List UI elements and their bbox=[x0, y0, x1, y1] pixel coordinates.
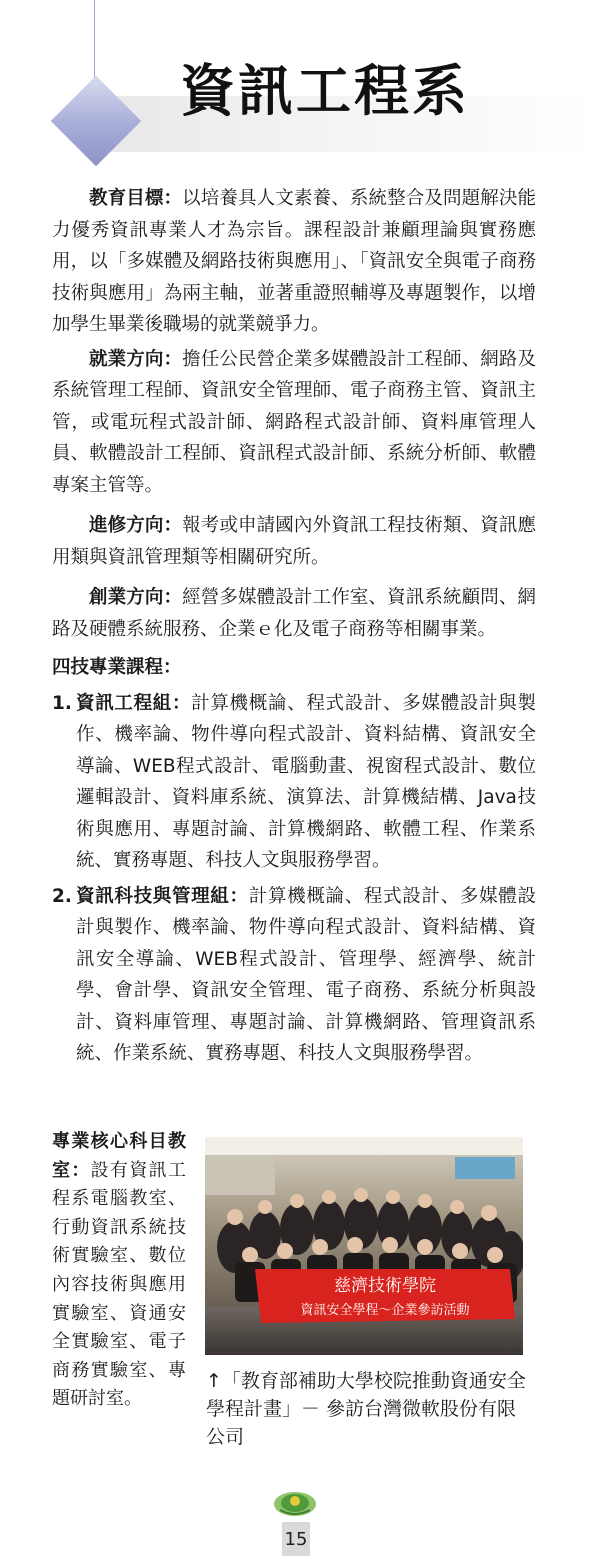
decorative-line bbox=[94, 0, 95, 78]
course-number: 2. bbox=[52, 885, 72, 907]
course-name: 資訊科技與管理組： bbox=[76, 885, 249, 907]
startup-heading: 創業方向： bbox=[89, 587, 183, 608]
page-number: 15 bbox=[282, 1522, 310, 1556]
labs-paragraph bbox=[52, 1128, 186, 1414]
photo-caption: ↑「教育部補助大學校院推動資通安全學程計畫」－ 參訪台灣微軟股份有限公司 bbox=[206, 1370, 526, 1448]
course-name: 資訊工程組： bbox=[76, 692, 192, 714]
page-title: 資訊工程系 bbox=[180, 58, 471, 123]
goal-paragraph bbox=[52, 183, 536, 341]
course-item-management bbox=[52, 881, 536, 1070]
banner-line-1: 慈濟技術學院 bbox=[334, 1276, 436, 1296]
main-content bbox=[52, 183, 536, 1070]
course-item-engineering bbox=[52, 688, 536, 877]
startup-text: 經營多媒體設計工作室、資訊系統顧問、網路及硬體系統服務、企業ｅ化及電子商務等相關事業。 bbox=[52, 587, 536, 640]
banner-line-2: 資訊安全學程～企業參訪活動 bbox=[300, 1303, 470, 1318]
career-paragraph bbox=[52, 344, 536, 502]
goal-text: 以培養具人文素養、系統整合及問題解決能力優秀資訊專業人才為宗旨。課程設計兼顧理論與實務應用，以「多媒體及網路技術與應用」、「資訊安全與電子商務技術與應用」為兩主軸，並著重證照輔導及專題製作，以增加學生畢業後職場的就業競爭力。 bbox=[52, 188, 536, 335]
group-photo bbox=[205, 1137, 523, 1355]
goal-heading: 教育目標： bbox=[89, 188, 183, 209]
course-text: 計算機概論、程式設計、多媒體設計與製作、機率論、物件導向程式設計、資料結構、資訊安全導論、WEB程式設計、管理學、經濟學、統計學、會計學、資訊安全管理、電子商務、系統分析與設計、資料庫管理、專題討論、計算機網路、管理資訊系統、作業系統、實務專題、科技人文與服務學習。 bbox=[76, 885, 536, 1064]
study-heading: 進修方向： bbox=[89, 515, 183, 536]
course-number: 1. bbox=[52, 692, 72, 714]
study-text: 報考或申請國內外資訊工程技術類、資訊應用類與資訊管理類等相關研究所。 bbox=[52, 515, 536, 568]
startup-paragraph bbox=[52, 582, 536, 645]
career-text: 擔任公民營企業多媒體設計工程師、網路及系統管理工程師、資訊安全管理師、電子商務主管、資訊主管，或電玩程式設計師、網路程式設計師、資料庫管理人員、軟體設計工程師、資訊程式設計師、系統分析師、軟體專案主管等。 bbox=[52, 348, 536, 496]
curriculum-heading: 四技專業課程： bbox=[52, 657, 182, 678]
labs-heading: 專業核心科目教室： bbox=[52, 1131, 186, 1181]
diamond-ornament bbox=[51, 76, 142, 167]
school-emblem-icon bbox=[272, 1488, 318, 1518]
labs-text: 設有資訊工程系電腦教室、行動資訊系統技術實驗室、數位內容技術與應用實驗室、資通安全實驗室、電子商務實驗室、專題研討室。 bbox=[52, 1159, 187, 1410]
study-paragraph bbox=[52, 510, 536, 573]
career-heading: 就業方向： bbox=[89, 348, 183, 370]
course-text: 計算機概論、程式設計、多媒體設計與製作、機率論、物件導向程式設計、資料結構、資訊安全導論、WEB程式設計、電腦動畫、視窗程式設計、數位邏輯設計、資料庫系統、演算法、計算機結構、Java技術與應用、專題討論、計算機網路、軟體工程、作業系統、實務專題、科技人文與服務學習。 bbox=[76, 692, 536, 871]
